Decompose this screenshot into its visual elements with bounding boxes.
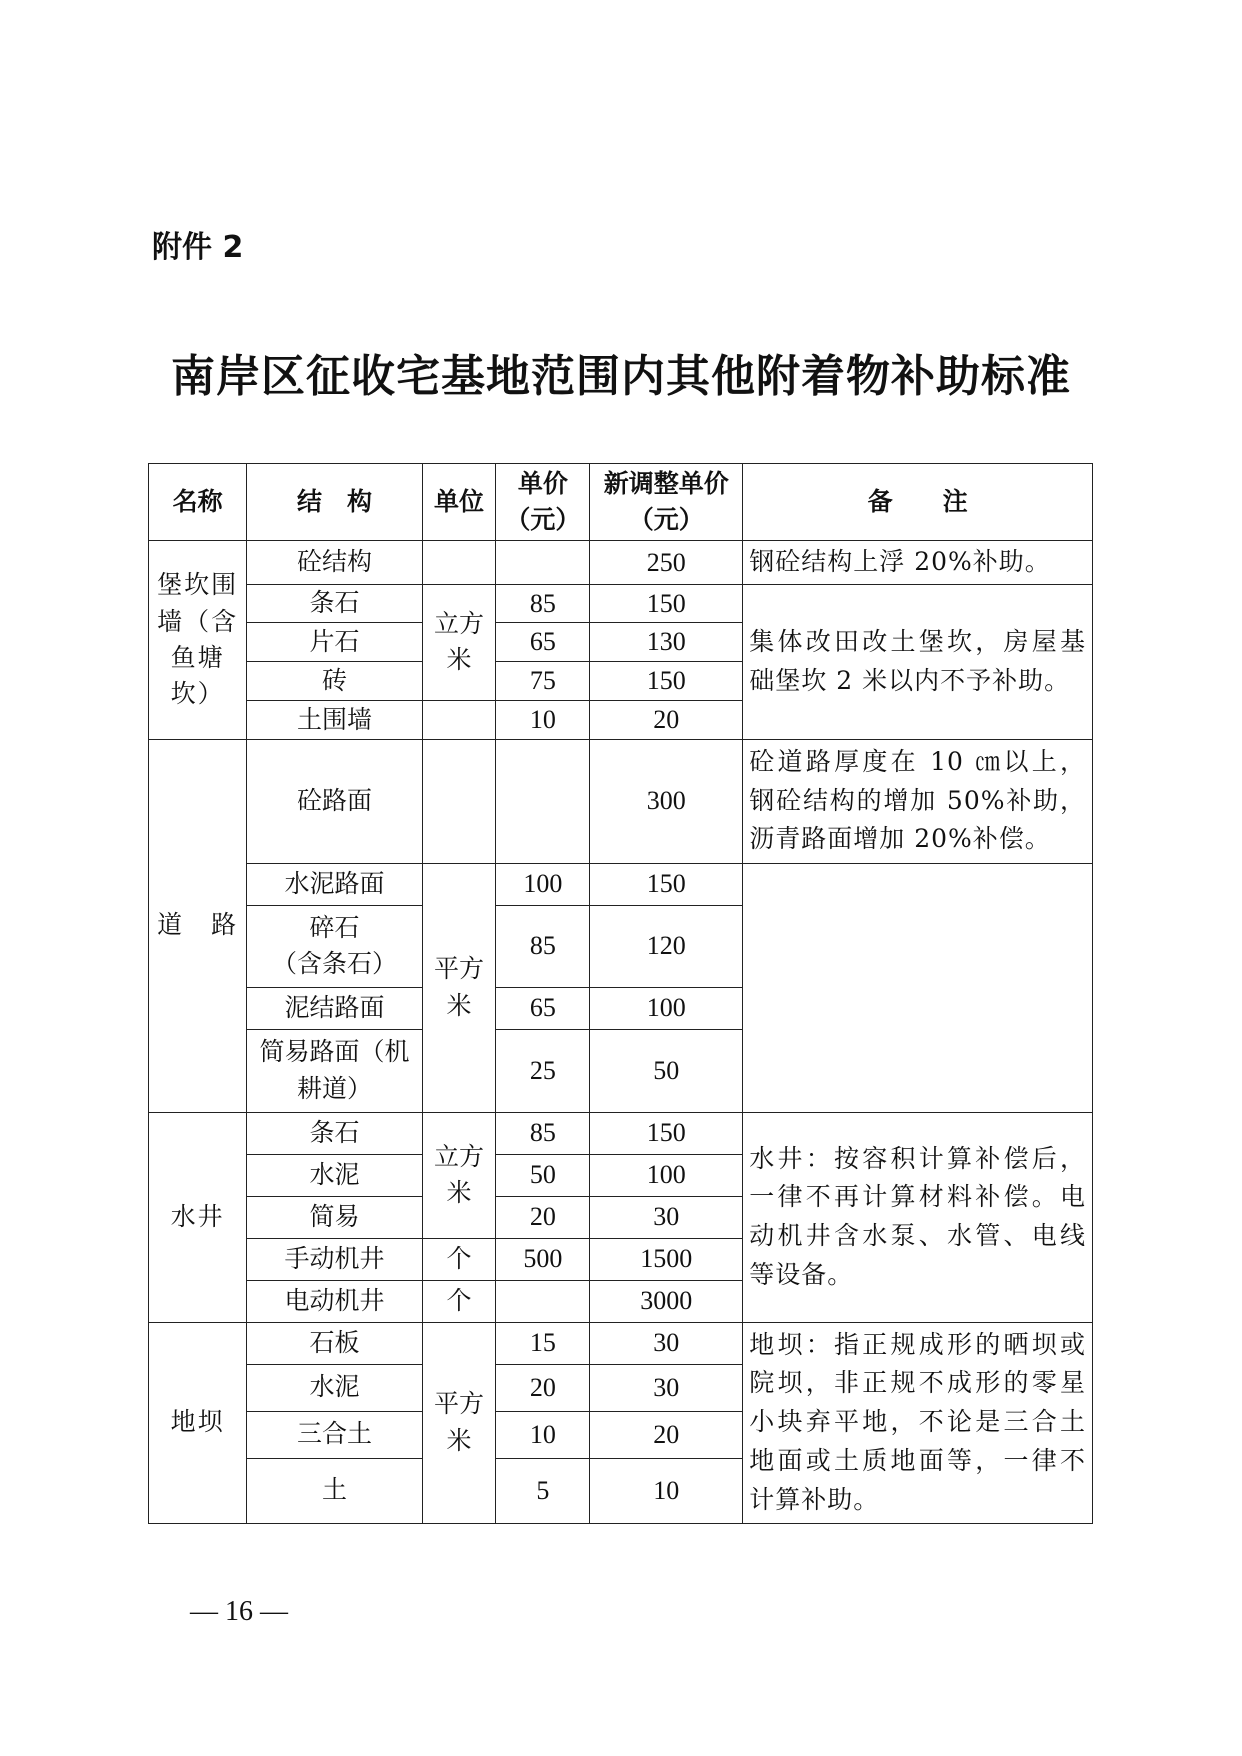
structure-cell: 水泥 [247, 1154, 422, 1196]
price-cell: 500 [496, 1238, 590, 1280]
price-cell: 5 [496, 1458, 590, 1523]
structure-line2: （含条石） [271, 949, 397, 978]
price-cell: 20 [496, 1364, 590, 1411]
structure-cell: 石板 [247, 1322, 422, 1364]
unit-cell: 个 [422, 1280, 496, 1322]
document-title: 南岸区征收宅基地范围内其他附着物补助标准 [171, 351, 1071, 402]
new-price-cell: 10 [590, 1458, 743, 1523]
header-name: 名称 [149, 464, 247, 541]
new-price-cell: 150 [590, 1112, 743, 1154]
price-cell [496, 1280, 590, 1322]
new-price-cell: 100 [590, 987, 743, 1029]
new-price-cell: 250 [590, 541, 743, 585]
note-cell: 钢砼结构上浮 20%补助。 [743, 541, 1093, 585]
page-number: — 16 — [190, 1596, 288, 1627]
new-price-cell: 50 [590, 1029, 743, 1112]
structure-cell: 土围墙 [247, 700, 422, 739]
unit-cell [422, 541, 496, 585]
group-name-well: 水井 [149, 1112, 247, 1322]
structure-cell: 三合土 [247, 1411, 422, 1458]
price-cell: 85 [496, 905, 590, 987]
new-price-cell: 3000 [590, 1280, 743, 1322]
note-cell: 地坝：指正规成形的晒坝或院坝，非正规不成形的零星小块弃平地，不论是三合土地面或土质地面等，一律不计算补助。 [743, 1322, 1093, 1523]
new-price-cell: 120 [590, 905, 743, 987]
price-cell: 20 [496, 1196, 590, 1238]
structure-cell: 条石 [247, 1112, 422, 1154]
structure-cell: 砼路面 [247, 739, 422, 863]
table-row [149, 739, 1093, 863]
price-cell: 10 [496, 1411, 590, 1458]
price-cell: 10 [496, 700, 590, 739]
unit-cell [422, 739, 496, 863]
price-cell: 50 [496, 1154, 590, 1196]
new-price-cell: 1500 [590, 1238, 743, 1280]
structure-cell: 简易 [247, 1196, 422, 1238]
new-price-cell: 20 [590, 1411, 743, 1458]
structure-cell: 土 [247, 1458, 422, 1523]
unit-cell: 平方米 [422, 863, 496, 1112]
new-price-cell: 300 [590, 739, 743, 863]
price-cell: 25 [496, 1029, 590, 1112]
note-cell: 水井：按容积计算补偿后，一律不再计算材料补偿。电动机井含水泵、水管、电线等设备。 [743, 1112, 1093, 1322]
new-price-cell: 30 [590, 1364, 743, 1411]
table-row [149, 584, 1093, 623]
price-cell: 65 [496, 623, 590, 662]
header-price-line2: （元） [505, 505, 581, 534]
unit-cell [422, 700, 496, 739]
note-cell [743, 863, 1093, 1112]
header-structure: 结 构 [247, 464, 422, 541]
structure-line1: 碎石 [309, 912, 360, 942]
price-cell: 15 [496, 1322, 590, 1364]
new-price-cell: 150 [590, 662, 743, 701]
structure-cell: 砖 [247, 662, 422, 701]
structure-cell: 条石 [247, 584, 422, 623]
new-price-cell: 30 [590, 1322, 743, 1364]
table-row [149, 1112, 1093, 1154]
price-cell [496, 739, 590, 863]
structure-cell: 砼结构 [247, 541, 422, 585]
structure-cell: 泥结路面 [247, 987, 422, 1029]
unit-cell: 平方米 [422, 1322, 496, 1523]
structure-cell: 简易路面（机耕道） [247, 1029, 422, 1112]
header-new-price-line1: 新调整单价 [603, 468, 729, 498]
price-cell: 75 [496, 662, 590, 701]
attachment-label: 附件 2 [152, 230, 244, 265]
structure-cell: 手动机井 [247, 1238, 422, 1280]
new-price-cell: 20 [590, 700, 743, 739]
structure-cell: 片石 [247, 623, 422, 662]
group-name-yard: 地坝 [149, 1322, 247, 1523]
price-cell: 85 [496, 584, 590, 623]
header-note: 备 注 [743, 464, 1093, 541]
price-cell: 65 [496, 987, 590, 1029]
header-price [496, 464, 590, 541]
table-row [149, 863, 1093, 905]
group-name-road: 道 路 [149, 739, 247, 1112]
header-new-price-line2: （元） [628, 505, 704, 534]
structure-cell: 水泥路面 [247, 863, 422, 905]
new-price-cell: 150 [590, 863, 743, 905]
table-row [149, 1322, 1093, 1364]
table-row [149, 541, 1093, 585]
new-price-cell: 100 [590, 1154, 743, 1196]
compensation-table [148, 463, 1093, 1524]
structure-cell: 电动机井 [247, 1280, 422, 1322]
structure-cell: 水泥 [247, 1364, 422, 1411]
new-price-cell: 150 [590, 584, 743, 623]
price-cell [496, 541, 590, 585]
note-cell: 砼道路厚度在 10 ㎝以上，钢砼结构的增加 50%补助，沥青路面增加 20%补偿。 [743, 739, 1093, 863]
group-name-wall: 堡坎围墙（含鱼塘坎） [149, 541, 247, 740]
unit-cell: 立方米 [422, 1112, 496, 1238]
unit-cell: 个 [422, 1238, 496, 1280]
header-price-line1: 单价 [517, 468, 568, 498]
note-cell: 集体改田改土堡坎，房屋基础堡坎 2 米以内不予补助。 [743, 584, 1093, 739]
unit-cell: 立方米 [422, 584, 496, 700]
price-cell: 85 [496, 1112, 590, 1154]
header-new-price [590, 464, 743, 541]
new-price-cell: 130 [590, 623, 743, 662]
price-cell: 100 [496, 863, 590, 905]
header-row [149, 464, 1093, 541]
new-price-cell: 30 [590, 1196, 743, 1238]
header-unit: 单位 [422, 464, 496, 541]
structure-cell [247, 905, 422, 987]
